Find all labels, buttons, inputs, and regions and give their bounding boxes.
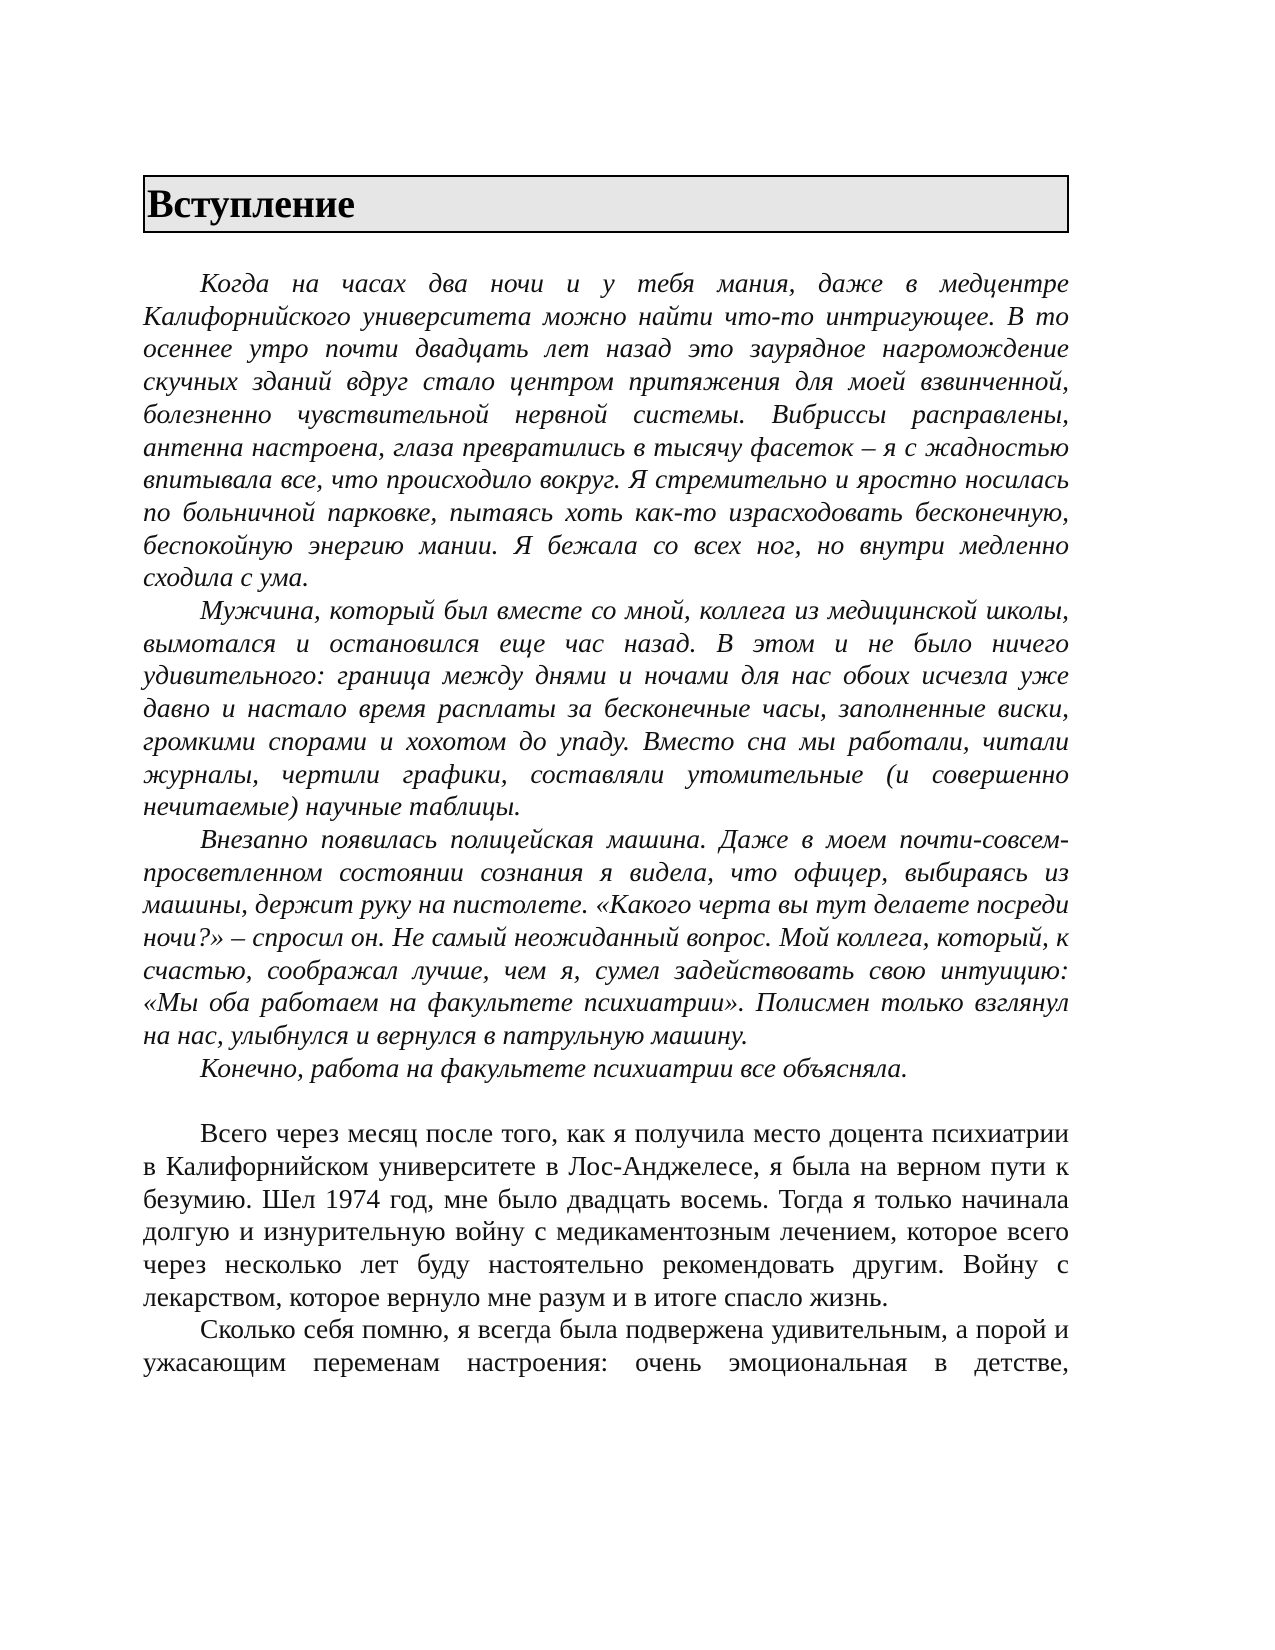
chapter-title: Вступление xyxy=(147,181,355,226)
paragraph: Сколько себя помню, я всегда была подвержена удивительным, а порой и ужасающим переменам настроения: очень эмоциональная в детстве, xyxy=(143,1313,1069,1378)
chapter-heading-box xyxy=(143,175,1069,233)
document-page xyxy=(143,175,1069,1379)
body-text xyxy=(143,1117,1069,1379)
italic-prologue xyxy=(143,267,1069,1085)
paragraph: Когда на часах два ночи и у тебя мания, даже в медцентре Калифорнийского университета можно найти что-то интригующее. В то осеннее утро почти двадцать лет назад это заурядное нагромождение скучных зданий вдруг стало центром притяжения для моей взвинченной, болезненно чувствительной нервной системы. Вибриссы расправлены, антенна настроена, глаза превратились в тысячу фасеток – я с жадностью впитывала все, что происходило вокруг. Я стремительно и яростно носилась по больничной парковке, пытаясь хоть как-то израсходовать бесконечную, беспокойную энергию мании. Я бежала со всех ног, но внутри медленно сходила с ума. xyxy=(143,267,1069,593)
paragraph: Мужчина, который был вместе со мной, коллега из медицинской школы, вымотался и остановился еще час назад. В этом и не было ничего удивительного: граница между днями и ночами для нас обоих исчезла уже давно и настало время расплаты за бесконечные часы, заполненные виски, громкими спорами и хохотом до упаду. Вместо сна мы работали, читали журналы, чертили графики, составляли утомительные (и совершенно нечитаемые) научные таблицы. xyxy=(143,594,1069,822)
paragraph: Конечно, работа на факультете психиатрии все объясняла. xyxy=(200,1051,908,1083)
paragraph: Всего через месяц после того, как я получила место доцента психиатрии в Калифорнийском университете в Лос-Анджелесе, я была на верном пути к безумию. Шел 1974 год, мне было двадцать восемь. Тогда я только начинала долгую и изнурительную войну с медикаментозным лечением, которое всего через несколько лет буду настоятельно рекомендовать другим. Войну с лекарством, которое вернуло мне разум и в итоге спасло жизнь. xyxy=(143,1117,1069,1312)
paragraph: Внезапно появилась полицейская машина. Даже в моем почти-совсем-просветленном состоянии сознания я видела, что офицер, выбираясь из машины, держит руку на пистолете. «Какого черта вы тут делаете посреди ночи?» – спросил он. Не самый неожиданный вопрос. Мой коллега, который, к счастью, соображал лучше, чем я, сумел задействовать свою интуицию: «Мы оба работаем на факультете психиатрии». Полисмен только взглянул на нас, улыбнулся и вернулся в патрульную машину. xyxy=(143,822,1069,1051)
